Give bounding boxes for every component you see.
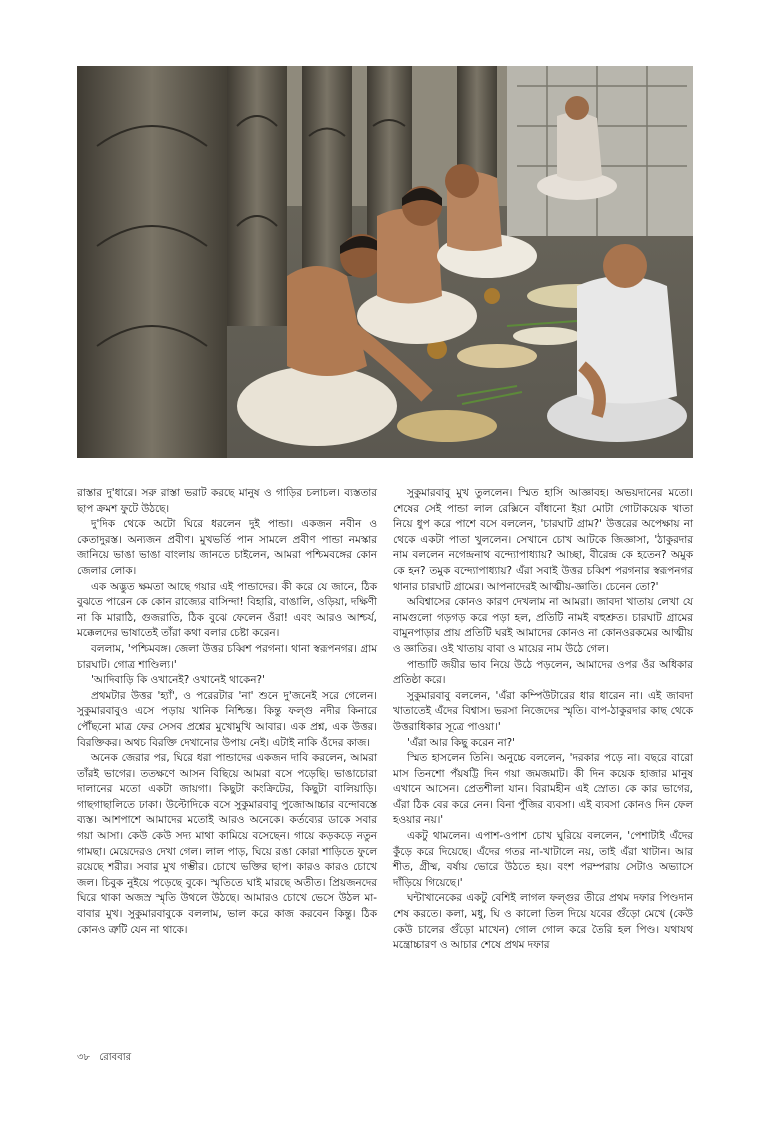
paragraph: দু'দিক থেকে অটো ঘিরে ধরলেন দুই পান্ডা। একজন নবীন ও কেতাদুরস্ত। অন্যজন প্রবীণ। মুখভর্তি পান সামলে প্রবীণ পান্ডা নমস্কার জানিয়ে ভাঙা ভাঙা বাংলায় জানতে চাইলেন, আমরা পশ্চিমবঙ্গের কোন জেলার লোক। xyxy=(77,518,377,577)
article-photo xyxy=(77,66,693,458)
paragraph: সুকুমারবাবু মুখ তুললেন। স্মিত হাসি আজ্ঞাবহ। অভয়দানের মতো। শেষের সেই পান্ডা লাল রেক্সিনে বাঁধানো ইয়া মোটা গোটাকয়েক খাতা নিয়ে ধুপ করে পাশে বসে বললেন, 'চারঘাট গ্রাম?' উত্তরের অপেক্ষায় না থেকে একটা পাতা খুললেন। সেখানে চোখ আটকে জিজ্ঞাসা, 'ঠাকুরদার নাম বললেন নগেন্দ্রনাথ বন্দ্যোপাধ্যায়? আচ্ছা, বীরেন্দ্র কে হতেন? অমুক কে হন? তমুক বন্দ্যোপাধ্যায়? এঁরা সবাই উত্তর চব্বিশ পরগনার স্বরূপনগর থানার চারঘাট গ্রামের। আপনাদেরই আত্মীয়-জ্ঞাতি। চেনেন তো?' xyxy=(393,487,693,593)
ritual-scene-illustration xyxy=(77,66,693,458)
article-column-left xyxy=(77,486,377,938)
paragraph: রাস্তার দু'ধারে। সরু রাস্তা ভরাট করছে মানুষ ও গাড়ির চলাচল। ব্যস্ততার ছাপ ক্রমশ ফুটে উঠছে। xyxy=(77,487,377,515)
magazine-name: রোববার xyxy=(99,1052,132,1063)
paragraph: স্মিত হাসলেন তিনি। অনুচ্চে বললেন, 'দরকার পড়ে না। বছরে বারো মাস তিনশো পঁয়ষট্টি দিন গয়া জমজমাট। কী দিন কয়েক হাজার মানুষ এখানে আসেন। প্রেতশীলা যান। বিরামহীন এই স্রোত। কে কার ভাগের, এঁরা ঠিক বের করে নেন। বিনা পুঁজির ব্যবসা। এই ব্যবসা কোনও দিন ফেল হওয়ার নয়।' xyxy=(393,752,693,827)
paragraph: একটু থামলেন। এপাশ-ওপাশ চোখ ঘুরিয়ে বললেন, 'পেশাটাই এঁদের কুঁড়ে করে দিয়েছে। এঁদের গতর না-খাটালে নয়, তাই এঁরা খাটান। আর শীত, গ্রীষ্ম, বর্ষায় ভোরে উঠতে হয়। বংশ পরম্পরায় সেটাও অভ্যাসে দাঁড়িয়ে গিয়েছে।' xyxy=(393,830,693,889)
paragraph: ঘন্টাখানেকের একটু বেশিই লাগল ফল্গুর তীরে প্রথম দফার পিণ্ডদান শেষ করতে। কলা, মধু, ঘি ও কালো তিল দিয়ে যবের গুঁড়ো মেখে (কেউ কেউ চালের গুঁড়ো মাখেন) গোল গোল করে তৈরি হল পিণ্ড। যথাযথ মন্ত্রোচ্চারণ ও আচার শেষে প্রথম দফার xyxy=(393,892,693,952)
paragraph: পান্ডাটি জয়ীর ভাব নিয়ে উঠে পড়লেন, আমাদের ওপর ওঁর অধিকার প্রতিষ্ঠা করে। xyxy=(393,658,693,687)
article-column-right xyxy=(393,486,693,954)
paragraph: অবিশ্বাসের কোনও কারণ দেখলাম না আমরা। জাবদা খাতায় লেখা যে নামগুলো গড়গড় করে পড়া হল, প্রতিটি নামই বহুশ্রুত। চারঘাট গ্রামের বামুনপাড়ার প্রায় প্রতিটি ঘরই আমাদের কোনও না কোনওরকমের আত্মীয় ও জ্ঞাতির। ওই খাতায় বাবা ও মায়ের নাম উঠে গেল। xyxy=(393,596,693,655)
paragraph: 'এঁরা আর কিছু করেন না?' xyxy=(407,736,516,749)
article-body xyxy=(77,486,693,1046)
paragraph: এক অদ্ভুত ক্ষমতা আছে গয়ার এই পান্ডাদের। কী করে যে জানে, ঠিক বুঝতে পারেন কে কোন রাজ্যের বাসিন্দা! বিহারি, বাঙালি, ওড়িয়া, দক্ষিণী না কি মারাঠি, গুজরাতি, ঠিক বুঝে ফেলেন ওঁরা! এবং আরও আশ্চর্য, মক্কেলদের ভাষাতেই তাঁরা কথা বলার চেষ্টা করেন। xyxy=(77,580,377,640)
page-footer xyxy=(77,1050,137,1067)
page-number: ৩৮ xyxy=(77,1052,90,1063)
paragraph: সুকুমারবাবু বললেন, 'এঁরা কম্পিউটারের ধার ধারেন না। এই জাবদা খাতাতেই এঁদের বিশ্বাস। ভরসা নিজেদের স্মৃতি। বাপ-ঠাকুরদার কাছ থেকে উত্তরাধিকার সূত্রে পাওয়া।' xyxy=(393,689,693,733)
paragraph: অনেক জেরার পর, ঘিরে ধরা পান্ডাদের একজন দাবি করলেন, আমরা তাঁরই ভাগের। ততক্ষণে আসন বিছিয়ে আমরা বসে পড়েছি। ভাঙাচোরা দালানের মতো একটা জায়গা। কিছুটা কংক্রিটের, কিছুটা বালিয়াড়ি। গাছগাছালিতে ঢাকা। উল্টোদিকে বসে সুকুমারবাবু পুজোআচ্চার বন্দোবস্তে ব্যস্ত। আশপাশে আমাদের মতোই আরও অনেকে। কর্তব্যের ডাকে সবার গয়া আসা। কেউ কেউ সদ্য মাথা কামিয়ে বসেছেন। গায়ে কড়কড়ে নতুন গামছা। মেয়েদেরও দেখা গেল। লাল পাড়, ঘিয়ে রঙা কোরা শাড়িতে ফুলে রয়েছে শরীর। সবার মুখ গম্ভীর। চোখে ভক্তির ছাপ। কারও কারও চোখে জল। চিবুক নুইয়ে পড়েছে বুকে। স্মৃতিতে ঘাই মারছে অতীত। প্রিয়জনদের ঘিরে থাকা অজস্র স্মৃতি উথলে উঠছে। আমারও চোখে ভেসে উঠল মা-বাবার মুখ। সুকুমারবাবুকে বললাম, ভাল করে কাজ করবেন কিন্তু। ঠিক কোনও ত্রুটি যেন না থাকে। xyxy=(77,752,377,936)
paragraph: প্রথমটার উত্তর 'হ্যাঁ', ও পরেরটার 'না' শুনে দু'জনেই সরে গেলেন। সুকুমারবাবুও এসে পড়ায় খানিক নিশ্চিন্ত। কিন্তু ফল্গু নদীর কিনারে পৌঁছনো মাত্র ফের সেসব প্রশ্নের মুখোমুখি আবার। এক প্রশ্ন, এক উত্তর। বিরক্তিকর। অথচ বিরক্তি দেখানোর উপায় নেই। এটাই নাকি ওঁদের কাজ। xyxy=(77,689,377,749)
paragraph: বললাম, 'পশ্চিমবঙ্গ। জেলা উত্তর চব্বিশ পরগনা। থানা স্বরূপনগর। গ্রাম চারঘাট। গোত্র শাণ্ডিল্য।' xyxy=(77,642,377,671)
paragraph: 'আদিবাড়ি কি ওখানেই? ওখানেই থাকেন?' xyxy=(91,674,265,687)
